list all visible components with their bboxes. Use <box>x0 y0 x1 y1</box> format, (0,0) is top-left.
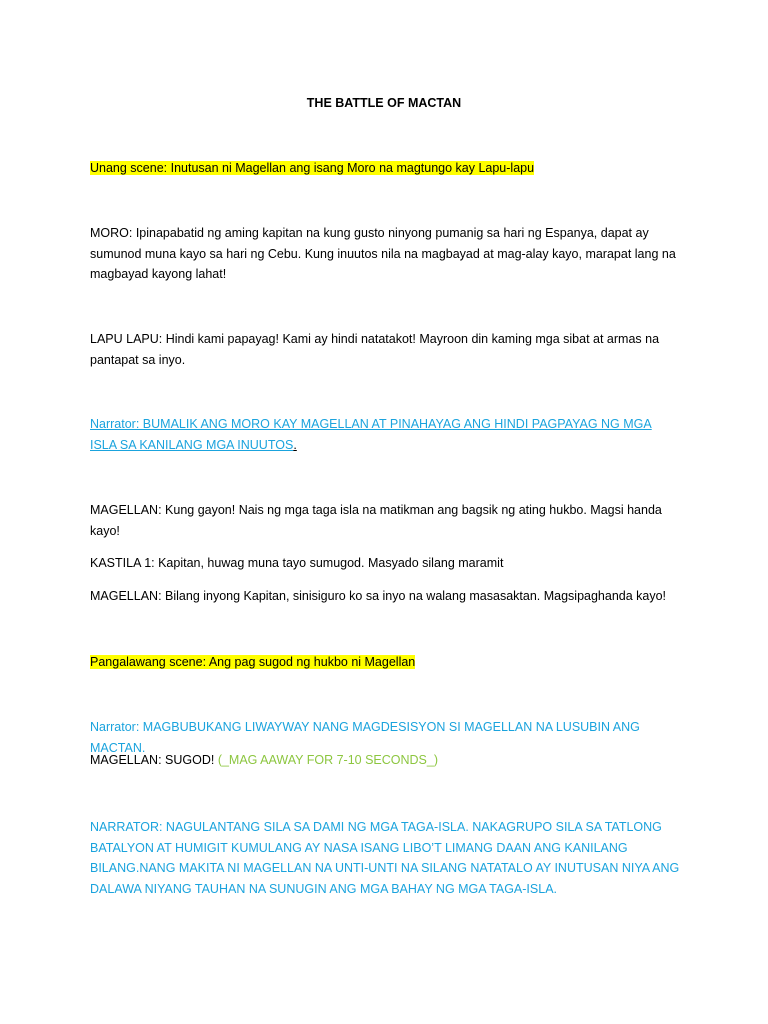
scene-1-heading <box>90 158 680 179</box>
magellan-dialogue-2: MAGELLAN: Bilang inyong Kapitan, sinisiguro ko sa inyo na walang masasaktan. Magsipaghanda kayo! <box>90 589 667 603</box>
scene-1-heading-text: Unang scene: Inutusan ni Magellan ang isang Moro na magtungo kay Lapu-lapu <box>90 161 535 175</box>
stage-direction: (_MAG AAWAY FOR 7-10 SECONDS_) <box>217 753 439 767</box>
narrator-line-1-text: Narrator: BUMALIK ANG MORO KAY MAGELLAN AT PINAHAYAG ANG HINDI PAGPAYAG NG MGA ISLA SA KANILANG MGA INUUTOS <box>90 417 652 452</box>
moro-dialogue: MORO: Ipinapabatid ng aming kapitan na kung gusto ninyong pumanig sa hari ng Espanya, dapat ay sumunod muna kayo sa hari ng Cebu. Kung inuutos nila na magbayad at mag-alay kayo, marapat lang na magbayad kayong lahat! <box>90 226 676 281</box>
narrator-line-2: Narrator: MAGBUBUKANG LIWAYWAY NANG MAGDESISYON SI MAGELLAN NA LUSUBIN ANG MACTAN. <box>90 720 640 755</box>
magellan-dialogue-1: MAGELLAN: Kung gayon! Nais ng mga taga isla na matikman ang bagsik ng ating hukbo. Magsi handa kayo! <box>90 503 662 538</box>
kastila-dialogue: KASTILA 1: Kapitan, huwag muna tayo sumugod. Masyado silang maramit <box>90 556 504 570</box>
document-title: THE BATTLE OF MACTAN <box>306 96 462 110</box>
magellan-sugod-text: MAGELLAN: SUGOD! <box>90 753 218 767</box>
magellan-sugod-line <box>90 750 680 771</box>
lapulapu-dialogue: LAPU LAPU: Hindi kami papayag! Kami ay hindi natatakot! Mayroon din kaming mga sibat at armas na pantapat sa inyo. <box>90 332 660 367</box>
narrator-line-1 <box>90 414 680 455</box>
scene-2-heading-text: Pangalawang scene: Ang pag sugod ng hukbo ni Magellan <box>90 655 416 669</box>
scene-2-heading <box>90 652 680 673</box>
narrator-line-3: NARRATOR: NAGULANTANG SILA SA DAMI NG MGA TAGA-ISLA. NAKAGRUPO SILA SA TATLONG BATALYON AT HUMIGIT KUMULANG AY NASA ISANG LIBO’T LIMANG DAAN ANG KANILANG BILANG.NANG MAKITA NI MAGELLAN NA UNTI-UNTI NA SILANG NATATALO AY INUTUSAN NIYA ANG DALAWA NIYANG TAUHAN NA SUNUGIN ANG MGA BAHAY NG MGA TAGA-ISLA. <box>90 820 680 896</box>
narrator-line-1-period: . <box>293 437 297 452</box>
